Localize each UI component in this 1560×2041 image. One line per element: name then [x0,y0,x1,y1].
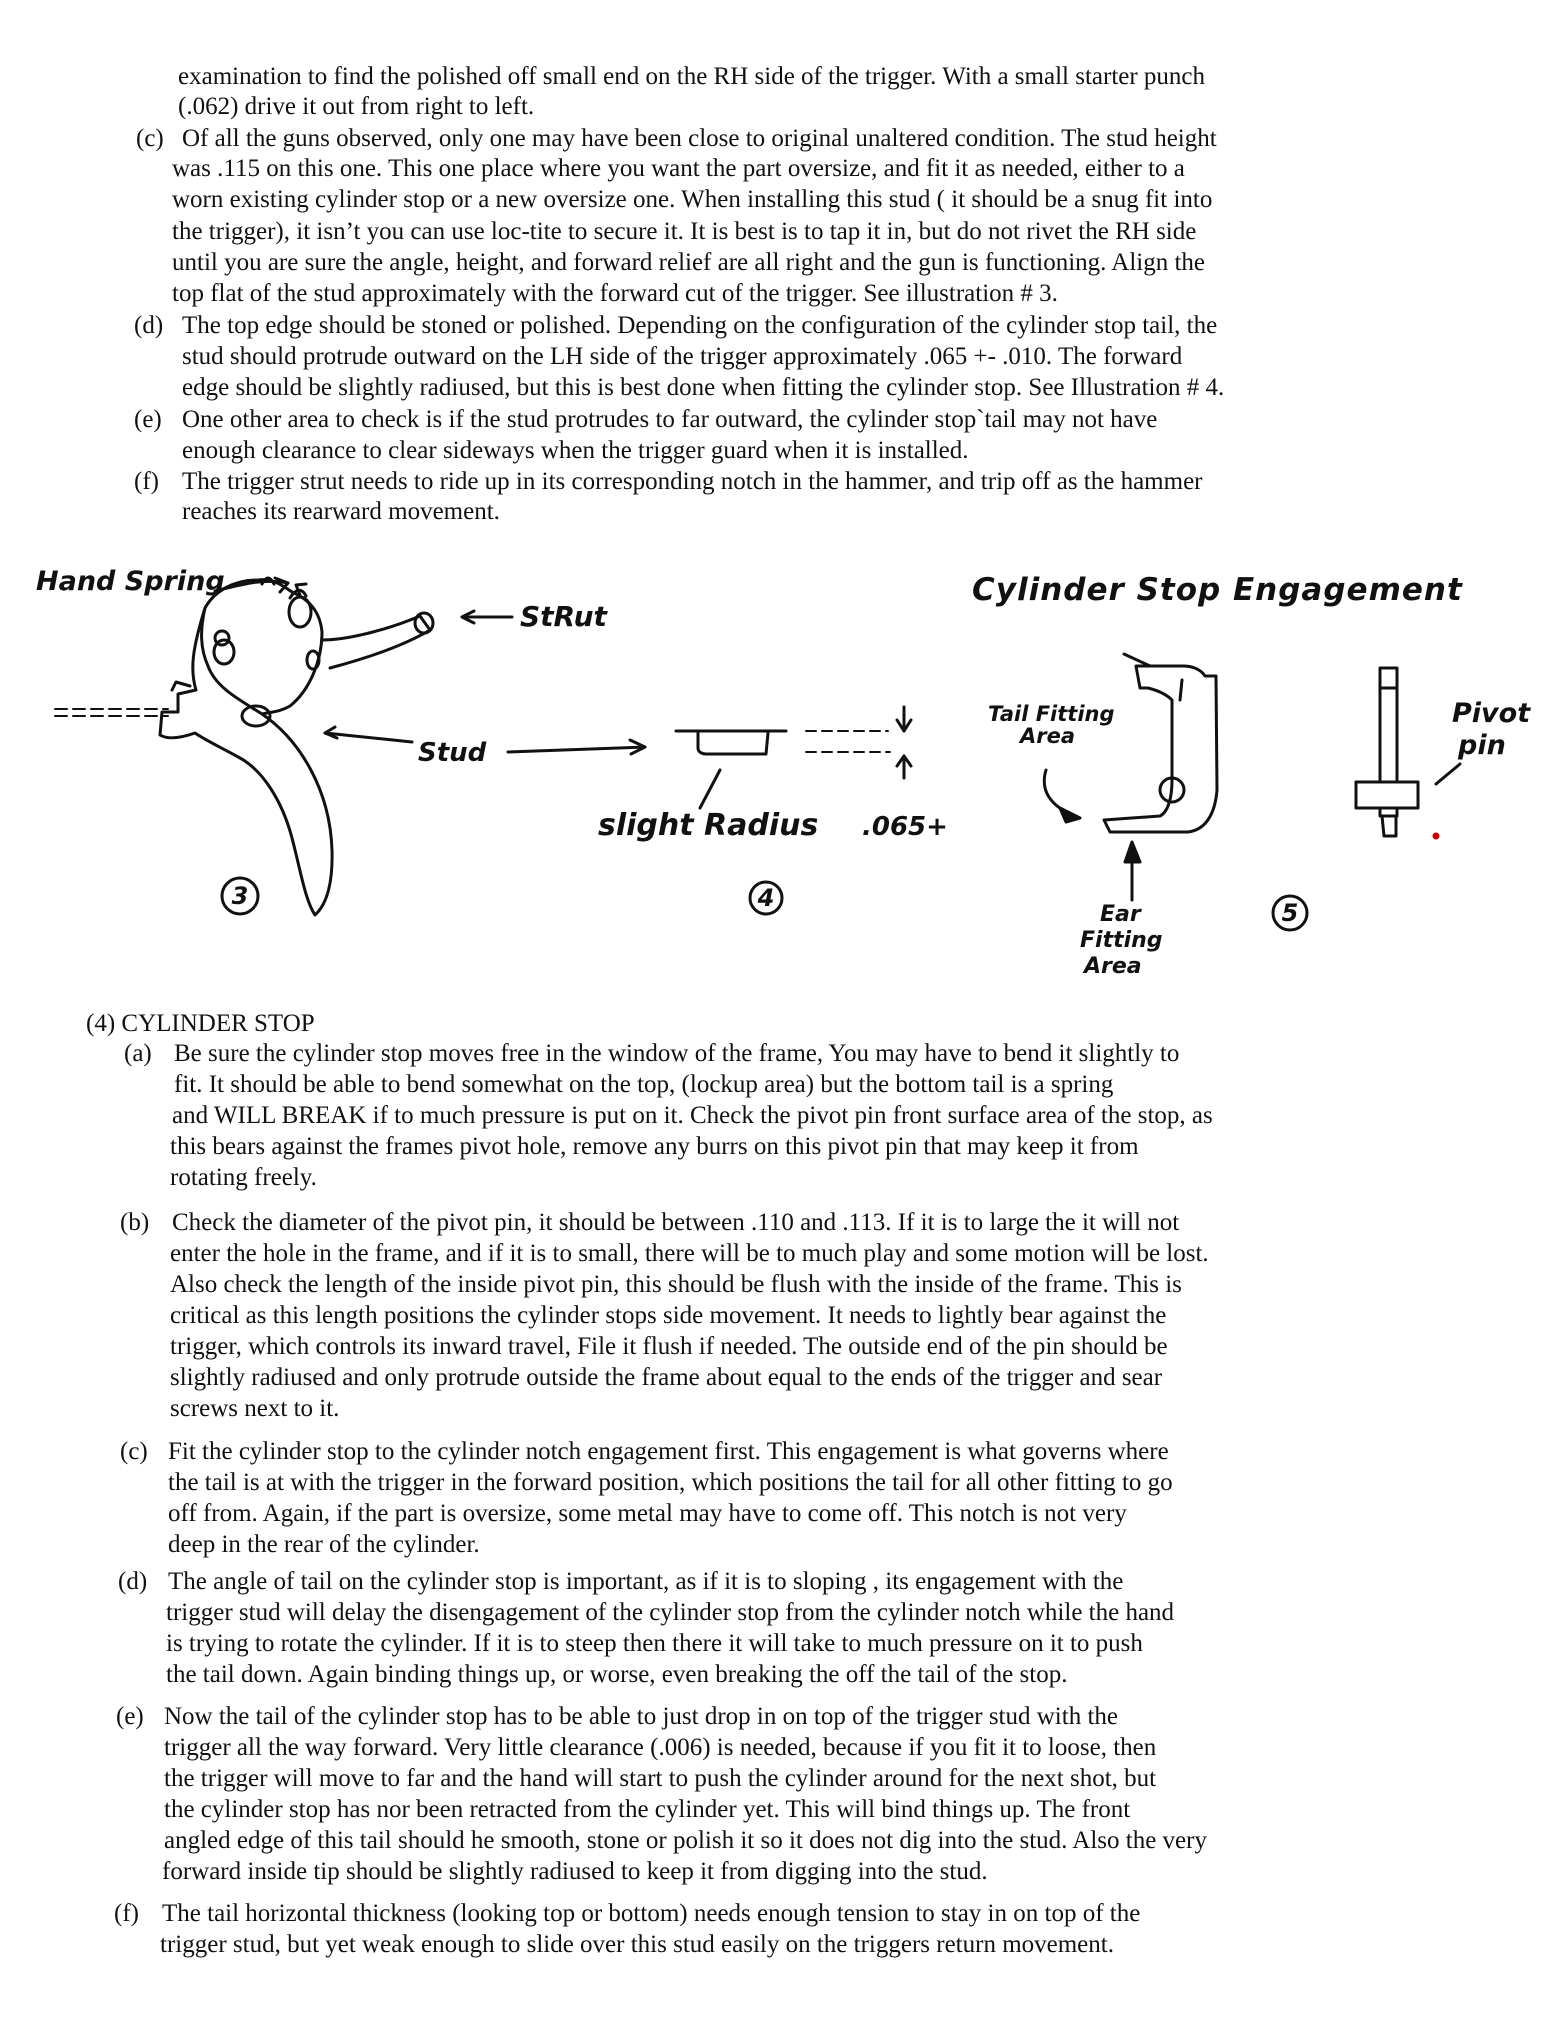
item-marker: (c) [120,1438,148,1465]
text-line: Also check the length of the inside pivot pin, this should be flush with the inside of the frame. This is [170,1271,1182,1298]
text-line: was .115 on this one. This one place where you want the part oversize, and fit it as needed, either to a [172,155,1185,182]
text-line: The trigger strut needs to ride up in its corresponding notch in the hammer, and trip off as the hammer [182,468,1203,495]
text-line: the trigger), it isn’t you can use loc-tite to secure it. It is best is to tap it in, but do not rivet the RH side [172,218,1197,245]
stud-label: Stud [418,738,487,768]
item-marker: (f) [114,1900,139,1927]
cylinder-stop-engagement-label: Cylinder Stop Engagement [972,572,1463,608]
text-line: Now the tail of the cylinder stop has to be able to just drop in on top of the trigger stud with the [164,1703,1118,1730]
text-line: the tail down. Again binding things up, or worse, even breaking the off the tail of the stop. [166,1661,1068,1688]
item-marker: (a) [124,1040,152,1067]
text-line: forward inside tip should be slightly radiused to keep it from digging into the stud. [162,1858,988,1885]
text-line: enter the hole in the frame, and if it is to small, there will be to much play and some motion will be lost. [170,1240,1209,1267]
ear-label-line1: Ear [1100,902,1141,927]
pivot-label-line1: Pivot [1452,698,1531,729]
tail-fitting-label-line2: Area [1020,724,1076,748]
text-line: the trigger will move to far and the hand will start to push the cylinder around for the next shot, but [164,1765,1157,1792]
text-line: The tail horizontal thickness (looking top or bottom) needs enough tension to stay in on top of the [162,1900,1141,1927]
text-line: Check the diameter of the pivot pin, it should be between .110 and .113. If it is to large the it will not [172,1209,1180,1236]
text-line: the cylinder stop has nor been retracted from the cylinder yet. This will bind things up. The front [164,1796,1131,1823]
dimension-label: .065+ [862,812,948,842]
item-marker: (b) [120,1209,150,1236]
text-line: The angle of tail on the cylinder stop is important, as if it is to sloping , its engagement with the [168,1568,1124,1595]
tail-fitting-arrow [1044,770,1072,815]
section-heading: (4) CYLINDER STOP [86,1010,315,1037]
pivot-pointer [1436,764,1460,784]
figure4-number: 4 [757,884,775,912]
item-marker: (d) [134,312,164,339]
text-line: Be sure the cylinder stop moves free in the window of the frame, You may have to bend it slightly to [174,1040,1180,1067]
item-marker: (d) [118,1568,148,1595]
item-marker: (f) [134,468,159,495]
text-line: worn existing cylinder stop or a new oversize one. When installing this stud ( it should be a snug fit into [172,186,1213,213]
pivot-pin-drawing [1356,668,1418,836]
text-line: trigger stud, but yet weak enough to slide over this stud easily on the triggers return movement. [160,1931,1114,1958]
text-line: this bears against the frames pivot hole, remove any burrs on this pivot pin that may keep it from [170,1133,1139,1160]
text-line: top flat of the stud approximately with the forward cut of the trigger. See illustration # 3. [172,280,1058,307]
text-line: stud should protrude outward on the LH side of the trigger approximately .065 +- .010. The forward [182,343,1183,370]
text-line: screws next to it. [170,1395,340,1422]
trigger-drawing [160,578,433,915]
text-line: trigger all the way forward. Very little clearance (.006) is needed, because if you fit it to loose, then [164,1734,1157,1761]
item-marker: (e) [116,1703,144,1730]
text-line: and WILL BREAK if to much pressure is put on it. Check the pivot pin front surface area of the stop, as [172,1102,1213,1129]
cylinder-stop-drawing [1104,666,1217,832]
strut-label: StRut [520,600,607,633]
text-line: rotating freely. [170,1164,317,1191]
text-line: until you are sure the angle, height, and forward relief are all right and the gun is functioning. Align the [172,249,1206,276]
red-dot [1434,834,1438,838]
text-line: One other area to check is if the stud protrudes to far outward, the cylinder stopˋtail may not have [182,406,1158,433]
text-line: fit. It should be able to bend somewhat on the top, (lockup area) but the bottom tail is a spring [174,1071,1114,1098]
text-line: the tail is at with the trigger in the forward position, which positions the tail for all other fitting to go [168,1469,1173,1496]
text-line: trigger, which controls its inward travel, File it flush if needed. The outside end of the pin should be [170,1333,1168,1360]
text-line: The top edge should be stoned or polished. Depending on the configuration of the cylinder stop tail, the [182,312,1218,339]
text-line: enough clearance to clear sideways when the trigger guard when it is installed. [182,437,969,464]
text-line: is trying to rotate the cylinder. If it is to steep then there it will take to much pressure on it to push [166,1630,1143,1657]
item-marker: (e) [134,406,162,433]
stud-profile-drawing [676,707,911,808]
text-line: trigger stud will delay the disengagement of the cylinder stop from the cylinder notch while the hand [166,1599,1175,1626]
tail-fitting-label-line1: Tail Fitting [988,702,1115,726]
text-line: slightly radiused and only protrude outside the frame about equal to the ends of the trigger and sear [170,1364,1163,1391]
ear-label-line3: Area [1084,954,1142,979]
text-line: (.062) drive it out from right to left. [178,93,535,120]
hand-spring-label: Hand Spring [36,566,225,597]
figure5-number: 5 [1281,899,1299,927]
engagement-arrow [1124,654,1150,666]
ear-label-line2: Fitting [1080,928,1163,953]
item-marker: (c) [136,125,164,152]
text-line: deep in the rear of the cylinder. [168,1531,480,1558]
figure3-number: 3 [231,882,249,910]
pivot-label-line2: pin [1458,730,1506,761]
text-line: examination to find the polished off small end on the RH side of the trigger. With a small starter punch [178,63,1206,90]
slight-radius-label: slight Radius [598,808,819,843]
text-line: off from. Again, if the part is oversize, some metal may have to come off. This notch is not very [168,1500,1127,1527]
text-line: angled edge of this tail should he smooth, stone or polish it so it does not dig into the stud. Also the very [164,1827,1207,1854]
text-line: critical as this length positions the cylinder stops side movement. It needs to lightly bear against the [170,1302,1167,1329]
text-line: reaches its rearward movement. [182,498,500,525]
figure4-arrow [508,747,645,752]
text-line: Fit the cylinder stop to the cylinder notch engagement first. This engagement is what governs where [168,1438,1169,1465]
text-line: Of all the guns observed, only one may have been close to original unaltered condition. The stud height [182,125,1217,152]
text-line: edge should be slightly radiused, but this is best done when fitting the cylinder stop. See Illustration # 4. [182,374,1225,401]
